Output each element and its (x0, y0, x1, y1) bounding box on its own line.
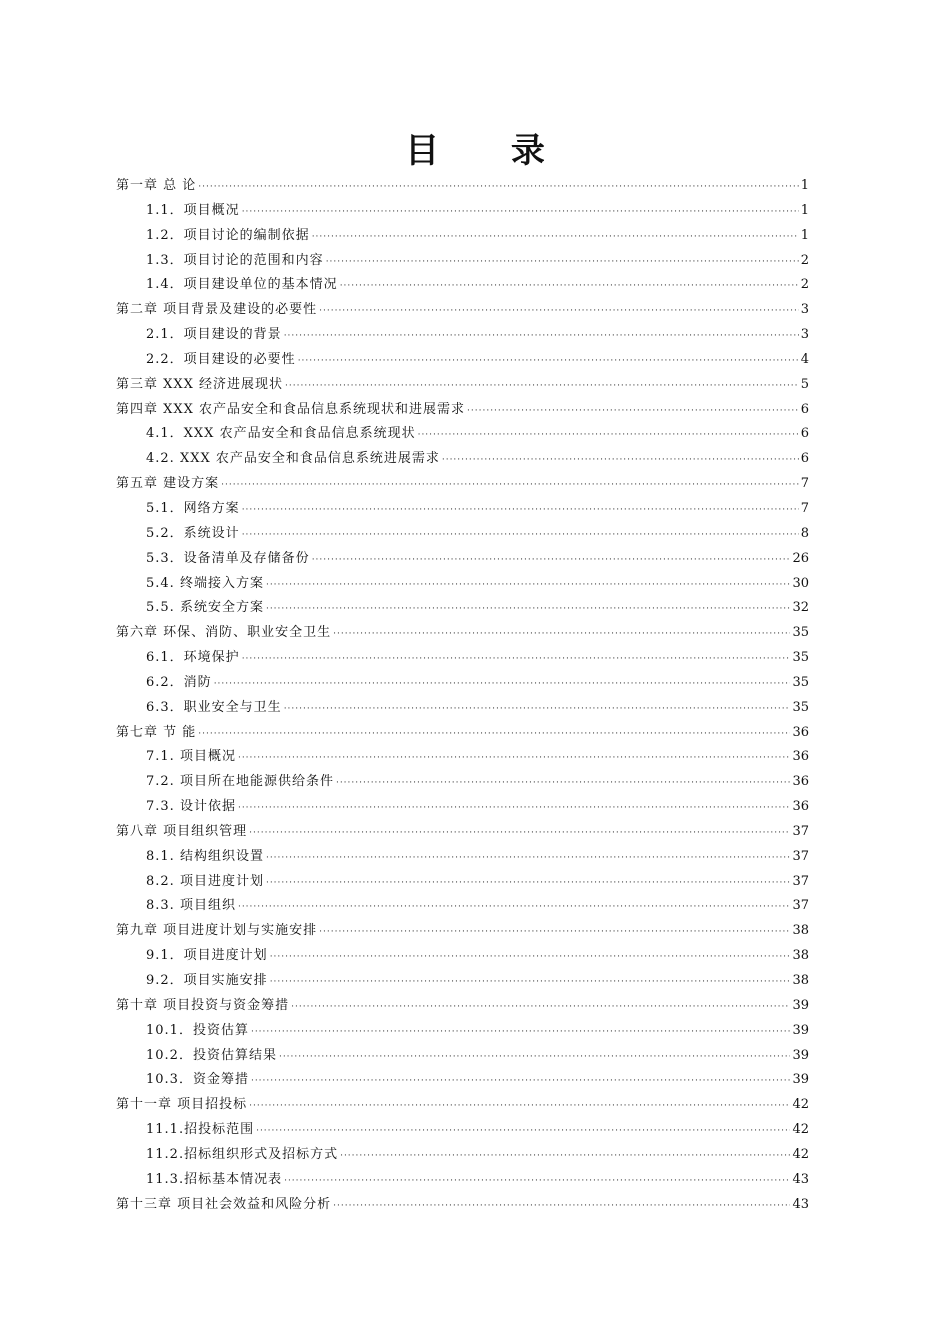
toc-entry-label: 8.2. 项目进度计划 (146, 873, 264, 889)
toc-entry-label: 第六章 环保、消防、职业安全卫生 (116, 625, 332, 641)
dot-leader (336, 771, 791, 796)
toc-subsection-entry[interactable] (116, 323, 809, 348)
toc-page-number: 42 (792, 1122, 809, 1138)
toc-chapter-entry[interactable] (116, 472, 809, 497)
dot-leader (266, 573, 791, 598)
toc-page-number: 37 (792, 823, 809, 839)
dot-leader (242, 647, 791, 672)
toc-page-number: 37 (792, 873, 809, 889)
toc-entry-label: 7.2. 项目所在地能源供给条件 (146, 774, 334, 790)
toc-page-number: 6 (800, 426, 809, 442)
toc-page-number: 35 (792, 674, 809, 690)
toc-chapter-entry[interactable] (116, 820, 809, 845)
dot-leader (284, 324, 799, 349)
toc-entry-label: 5.3．设备清单及存储备份 (146, 550, 310, 566)
toc-entry-label: 6.3．职业安全与卫生 (146, 699, 282, 715)
dot-leader (242, 498, 799, 523)
toc-entry-label: 第五章 建设方案 (116, 476, 220, 492)
toc-entry-label: 11.3.招标基本情况表 (146, 1171, 283, 1187)
toc-entry-label: 7.3. 设计依据 (146, 799, 236, 815)
toc-entry-label: 第十一章 项目招投标 (116, 1097, 248, 1113)
toc-page-number: 36 (792, 774, 809, 790)
toc-subsection-entry[interactable] (116, 1044, 809, 1069)
dot-leader (442, 448, 799, 473)
toc-subsection-entry[interactable] (116, 745, 809, 770)
dot-leader (326, 250, 799, 275)
toc-entry-label: 5.5. 系统安全方案 (146, 600, 264, 616)
dot-leader (238, 796, 791, 821)
dot-leader (333, 1194, 790, 1219)
toc-page-number: 6 (800, 451, 809, 467)
toc-chapter-entry[interactable] (116, 621, 809, 646)
toc-entry-label: 8.3. 项目组织 (146, 898, 236, 914)
toc-entry-label: 第二章 项目背景及建设的必要性 (116, 302, 318, 318)
toc-page-number: 42 (792, 1146, 809, 1162)
toc-page-number: 7 (800, 500, 809, 516)
toc-subsection-entry[interactable] (116, 1118, 809, 1143)
toc-entry-label: 11.2.招标组织形式及招标方式 (146, 1146, 339, 1162)
dot-leader (214, 672, 791, 697)
toc-entry-label: 2.2．项目建设的必要性 (146, 351, 296, 367)
toc-subsection-entry[interactable] (116, 646, 809, 671)
toc-page-number: 26 (792, 550, 809, 566)
dot-leader (340, 1144, 790, 1169)
toc-page-number: 39 (792, 1022, 809, 1038)
dot-leader (312, 225, 799, 250)
toc-page-number: 35 (792, 699, 809, 715)
toc-page-number: 39 (792, 997, 809, 1013)
toc-entry-label: 5.4. 终端接入方案 (146, 575, 264, 591)
dot-leader (251, 1069, 791, 1094)
toc-page-number: 36 (792, 724, 809, 740)
toc-page-number: 1 (800, 202, 809, 218)
toc-page-number: 7 (800, 476, 809, 492)
toc-entry-label: 第四章 XXX 农产品安全和食品信息系统现状和进展需求 (116, 401, 466, 417)
toc-chapter-entry[interactable] (116, 398, 809, 423)
toc-entry-label: 第九章 项目进度计划与实施安排 (116, 923, 318, 939)
toc-chapter-entry[interactable] (116, 994, 809, 1019)
dot-leader (238, 746, 791, 771)
toc-subsection-entry[interactable] (116, 944, 809, 969)
toc-entry-label: 7.1. 项目概况 (146, 749, 236, 765)
toc-page-number: 32 (792, 600, 809, 616)
dot-leader (284, 697, 791, 722)
dot-leader (333, 622, 790, 647)
toc-page-number: 5 (800, 376, 809, 392)
toc-chapter-entry[interactable] (116, 1093, 809, 1118)
toc-subsection-entry[interactable] (116, 596, 809, 621)
toc-page-number: 39 (792, 1047, 809, 1063)
toc-page-number: 8 (800, 525, 809, 541)
toc-subsection-entry[interactable] (116, 447, 809, 472)
toc-subsection-entry[interactable] (116, 696, 809, 721)
dot-leader (285, 374, 799, 399)
toc-page-number: 4 (800, 351, 809, 367)
dot-leader (242, 523, 799, 548)
dot-leader (340, 274, 799, 299)
toc-page-number: 37 (792, 898, 809, 914)
table-of-contents (116, 174, 809, 1217)
dot-leader (279, 1045, 791, 1070)
toc-page-number: 38 (792, 923, 809, 939)
dot-leader (242, 200, 799, 225)
dot-leader (249, 821, 790, 846)
toc-entry-label: 9.2．项目实施安排 (146, 973, 268, 988)
toc-page-number: 2 (800, 252, 809, 268)
dot-leader (270, 945, 791, 970)
dot-leader (251, 1020, 791, 1045)
toc-page-number: 37 (792, 848, 809, 864)
toc-entry-label: 4.1．XXX 农产品安全和食品信息系统现状 (146, 426, 416, 442)
dot-leader (284, 1169, 790, 1194)
toc-entry-label: 8.1. 结构组织设置 (146, 848, 264, 864)
dot-leader (319, 299, 799, 324)
toc-entry-label: 1.1．项目概况 (146, 202, 240, 218)
toc-page-number: 43 (792, 1171, 809, 1187)
toc-subsection-entry[interactable] (116, 497, 809, 522)
toc-page-number: 35 (792, 650, 809, 666)
toc-page-number: 3 (800, 302, 809, 318)
toc-entry-label: 第十三章 项目社会效益和风险分析 (116, 1196, 332, 1212)
dot-leader (266, 871, 791, 896)
toc-subsection-entry[interactable] (116, 795, 809, 820)
toc-subsection-entry[interactable] (116, 249, 809, 274)
dot-leader (249, 1094, 790, 1119)
toc-chapter-entry[interactable] (116, 298, 809, 323)
toc-entry-label: 1.2．项目讨论的编制依据 (146, 227, 310, 243)
toc-page-number: 1 (800, 178, 809, 193)
toc-title: 目 录 (405, 131, 575, 171)
toc-subsection-entry[interactable] (116, 1143, 809, 1168)
toc-page-number: 35 (792, 625, 809, 641)
toc-subsection-entry[interactable] (116, 870, 809, 895)
toc-chapter-entry[interactable] (116, 174, 809, 199)
toc-chapter-entry[interactable] (116, 721, 809, 746)
toc-subsection-entry[interactable] (116, 273, 809, 298)
toc-subsection-entry[interactable] (116, 348, 809, 373)
toc-subsection-entry[interactable] (116, 522, 809, 547)
dot-leader (467, 399, 799, 424)
dot-leader (198, 722, 790, 747)
toc-subsection-entry[interactable] (116, 1019, 809, 1044)
toc-entry-label: 11.1.招投标范围 (146, 1122, 255, 1138)
dot-leader (221, 473, 799, 498)
toc-entry-label: 2.1．项目建设的背景 (146, 327, 282, 343)
toc-page-number: 42 (792, 1097, 809, 1113)
toc-page-number: 39 (792, 1072, 809, 1088)
toc-entry-label: 5.2．系统设计 (146, 525, 240, 541)
toc-subsection-entry[interactable] (116, 547, 809, 572)
toc-subsection-entry[interactable] (116, 1068, 809, 1093)
toc-entry-label: 9.1．项目进度计划 (146, 948, 268, 964)
toc-entry-label: 10.2．投资估算结果 (146, 1047, 277, 1063)
toc-entry-label: 第一章 总 论 (116, 178, 197, 193)
toc-subsection-entry[interactable] (116, 845, 809, 870)
toc-entry-label: 6.1．环境保护 (146, 650, 240, 666)
dot-leader (256, 1119, 790, 1144)
toc-subsection-entry[interactable] (116, 572, 809, 597)
toc-entry-label: 第十章 项目投资与资金筹措 (116, 997, 290, 1013)
toc-entry-label: 10.1．投资估算 (146, 1022, 249, 1038)
toc-subsection-entry[interactable] (116, 1168, 809, 1193)
toc-page-number: 6 (800, 401, 809, 417)
dot-leader (312, 548, 791, 573)
toc-subsection-entry[interactable] (116, 894, 809, 919)
toc-page-number: 36 (792, 799, 809, 815)
toc-subsection-entry[interactable] (116, 422, 809, 447)
toc-entry-label: 第八章 项目组织管理 (116, 823, 248, 839)
toc-page-number: 36 (792, 749, 809, 765)
toc-entry-label: 第七章 节 能 (116, 724, 197, 740)
toc-chapter-entry[interactable] (116, 919, 809, 944)
toc-entry-label: 4.2. XXX 农产品安全和食品信息系统进展需求 (146, 451, 440, 467)
toc-subsection-entry[interactable] (116, 671, 809, 696)
toc-page-number: 2 (800, 277, 809, 293)
dot-leader (291, 995, 790, 1020)
toc-page-number: 38 (792, 948, 809, 964)
dot-leader (319, 920, 790, 945)
toc-subsection-entry[interactable] (116, 199, 809, 224)
toc-page-number: 3 (800, 327, 809, 343)
toc-page-number: 43 (792, 1196, 809, 1212)
dot-leader (418, 423, 799, 448)
toc-chapter-entry[interactable] (116, 373, 809, 398)
toc-entry-label: 6.2．消防 (146, 674, 212, 690)
toc-entry-label: 第三章 XXX 经济进展现状 (116, 376, 284, 392)
toc-subsection-entry[interactable] (116, 770, 809, 795)
toc-entry-label: 1.4．项目建设单位的基本情况 (146, 277, 338, 293)
toc-page-number: 1 (800, 227, 809, 243)
dot-leader (266, 846, 791, 871)
toc-entry-label: 1.3．项目讨论的范围和内容 (146, 252, 324, 268)
dot-leader (266, 597, 791, 622)
dot-leader (238, 895, 791, 920)
dot-leader (298, 349, 799, 374)
toc-chapter-entry[interactable] (116, 1193, 809, 1218)
dot-leader (270, 970, 791, 995)
toc-subsection-entry[interactable] (116, 969, 809, 994)
toc-entry-label: 10.3．资金筹措 (146, 1072, 249, 1088)
toc-entry-label: 5.1．网络方案 (146, 500, 240, 516)
toc-subsection-entry[interactable] (116, 224, 809, 249)
toc-page-number: 30 (792, 575, 809, 591)
toc-page-number: 38 (792, 973, 809, 988)
dot-leader (198, 175, 798, 200)
